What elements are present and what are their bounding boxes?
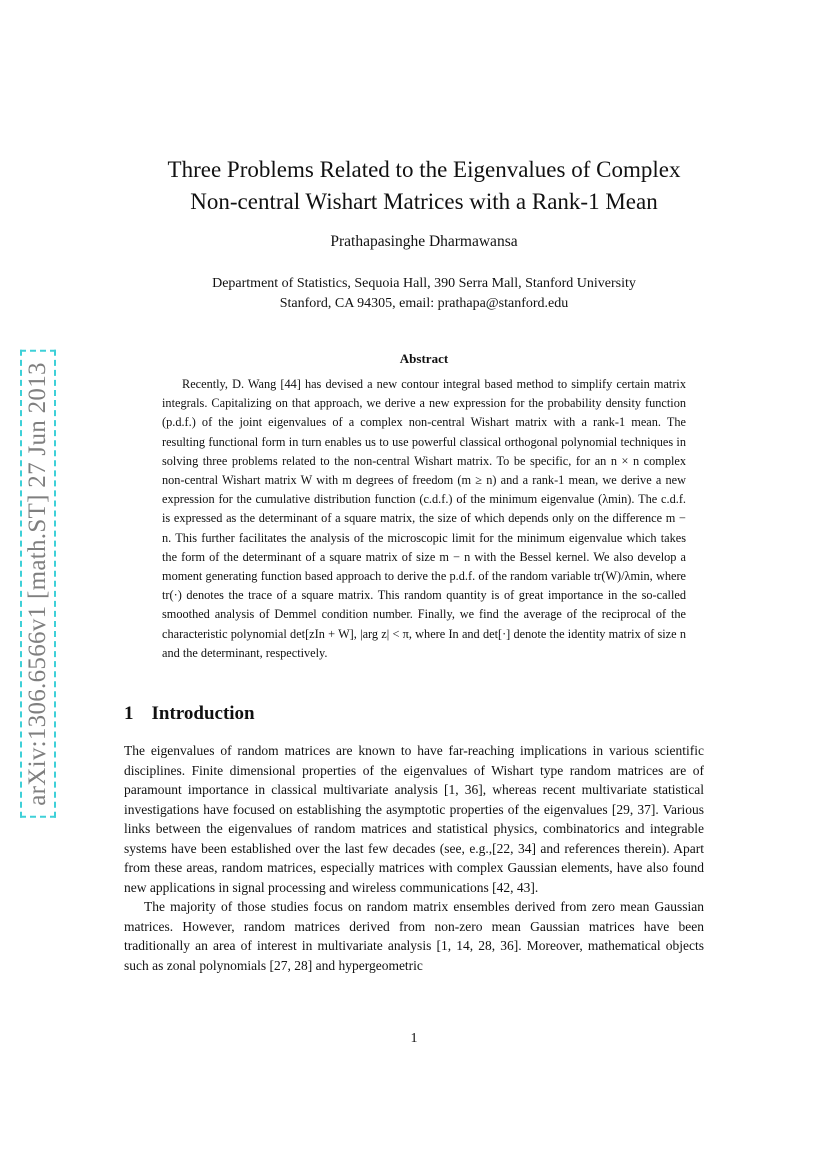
arxiv-identifier[interactable]: arXiv:1306.6566v1 [math.ST] 27 Jun 2013 xyxy=(20,350,56,818)
title-line-2: Non-central Wishart Matrices with a Rank-1 Mean xyxy=(190,189,658,214)
section-number: 1 xyxy=(124,703,134,724)
affiliation-line-2: Stanford, CA 94305, email: prathapa@stanford.edu xyxy=(279,296,569,311)
page-number: 1 xyxy=(410,1031,418,1046)
paragraph: The majority of those studies focus on random matrix ensembles derived from zero mean Gaussian matrices. However, random matrices derived from non-zero mean Gaussian matrices have been traditionally an area of interest in multivariate analysis [1, 14, 28, 36]. Moreover, mathematical objects such as zonal polynomials [27, 28] and hypergeometric xyxy=(124,899,704,973)
affiliation xyxy=(120,274,728,314)
abstract-text: Recently, D. Wang [44] has devised a new contour integral based method to simplify certain matrix integrals. Capitalizing on that approach, we derive a new expression for the probability density function (p.d.f.) of the joint eigenvalues of a complex non-central Wishart matrix with a rank-1 mean. The resulting functional form in turn enables us to use powerful classical orthogonal polynomial techniques in solving three problems related to the non-central Wishart matrix. To be specific, for an n × n complex non-central Wishart matrix W with m degrees of freedom (m ≥ n) and a rank-1 mean, we derive a new expression for the cumulative distribution function (c.d.f.) of the minimum eigenvalue (λmin). The c.d.f. is expressed as the determinant of a square matrix, the size of which depends only on the difference m − n. This further facilitates the analysis of the microscopic limit for the minimum eigenvalue which takes the form of the determinant of a square matrix of size m − n with the Bessel kernel. We also develop a moment generating function based approach to derive the p.d.f. of the random variable tr(W)/λmin, where tr(·) denotes the trace of a square matrix. This random quantity is of great importance in the so-called smoothed analysis of Demmel condition number. Finally, we find the average of the reciprocal of the characteristic polynomial det[zIn + W], |arg z| < π, where In and det[·] denote the identity matrix of size n and the determinant, respectively. xyxy=(162,377,686,660)
section-title: Introduction xyxy=(151,703,255,724)
author-name: Prathapasinghe Dharmawansa xyxy=(330,233,518,250)
introduction-body xyxy=(124,741,704,975)
section-heading xyxy=(124,703,255,725)
title-line-1: Three Problems Related to the Eigenvalues of Complex xyxy=(167,157,681,182)
paper-title xyxy=(120,154,728,218)
abstract-heading: Abstract xyxy=(399,351,449,366)
affiliation-line-1: Department of Statistics, Sequoia Hall, 390 Serra Mall, Stanford University xyxy=(212,276,636,291)
paragraph: The eigenvalues of random matrices are known to have far-reaching implications in various scientific disciplines. Finite dimensional properties of the eigenvalues of Wishart type random matrices are of paramount importance in classical multivariate analysis [1, 36], whereas recent multivariate statistical investigations have focused on establishing the asymptotic properties of the eigenvalues [29, 37]. Various links between the eigenvalues of random matrices and statistical physics, combinatorics and integrable systems have been established over the last few decades (see, e.g.,[22, 34] and references therein). Apart from these areas, random matrices, especially matrices with complex Gaussian elements, have also found new applications in signal processing and wireless communications [42, 43]. xyxy=(124,743,704,895)
